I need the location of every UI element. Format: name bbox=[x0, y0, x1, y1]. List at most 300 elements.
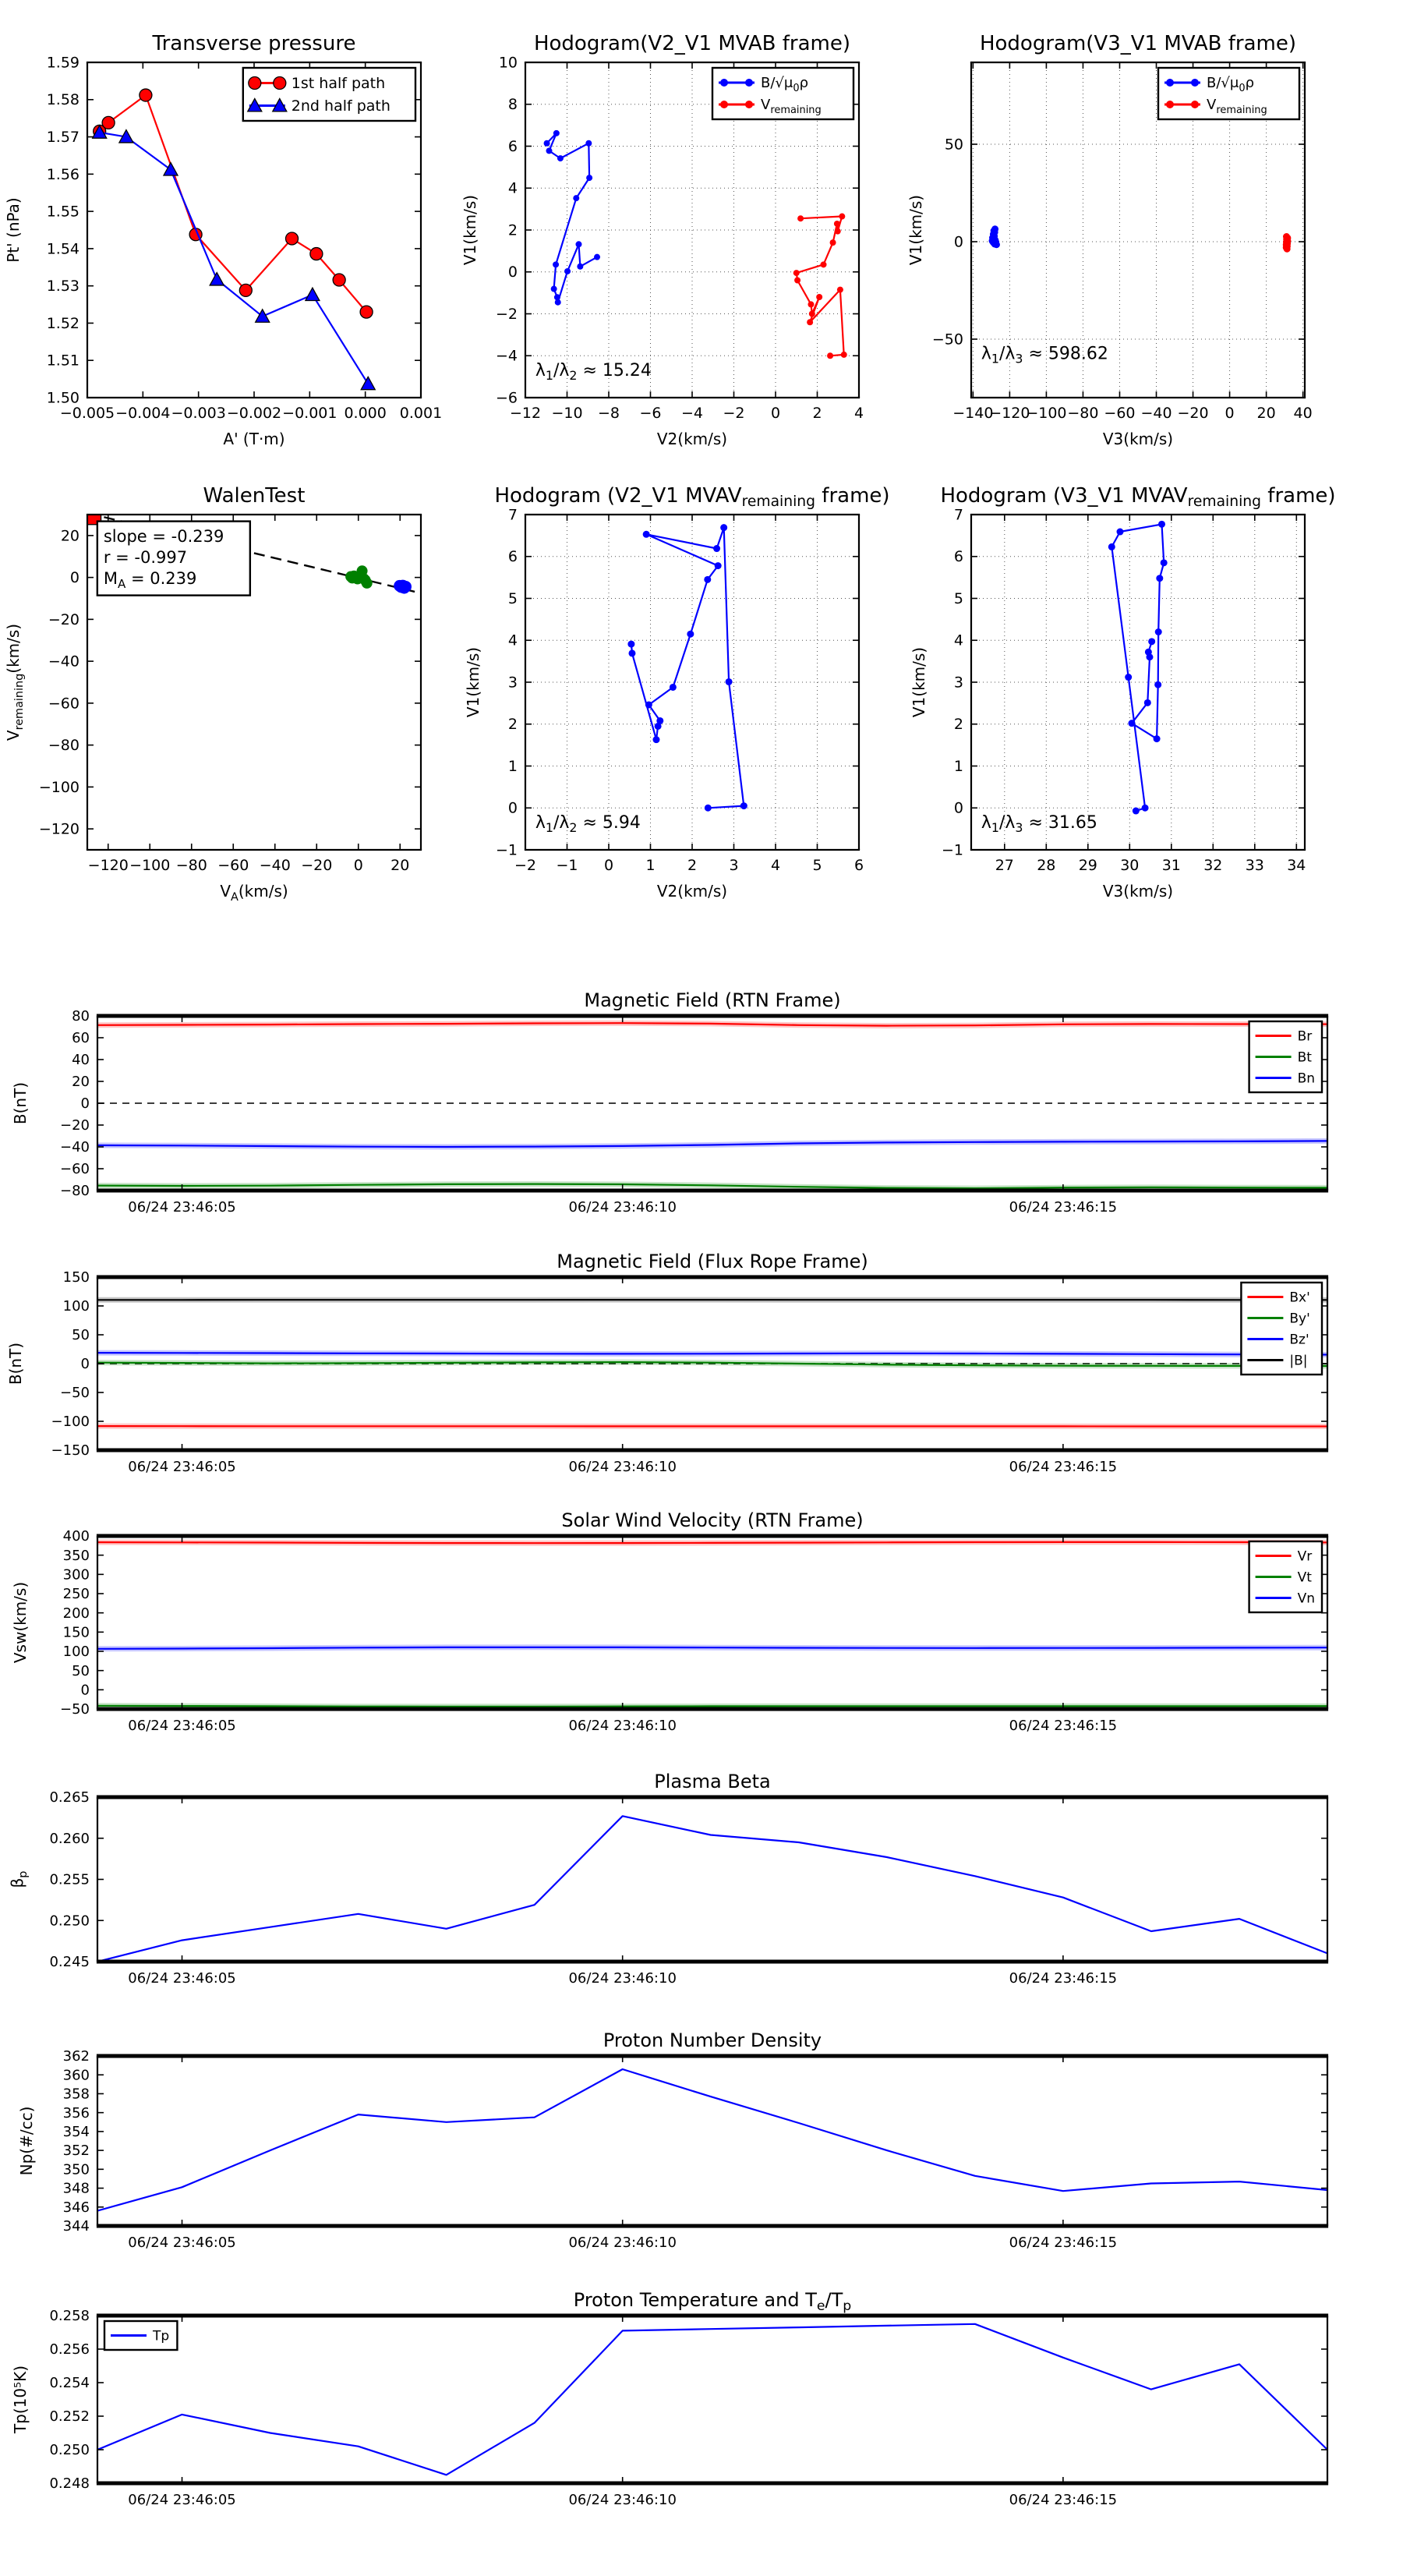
tick-label-y: 5 bbox=[954, 590, 963, 607]
tick-label-y: 0.254 bbox=[49, 2375, 90, 2391]
y-axis-label: Tp(10⁵K) bbox=[11, 2365, 30, 2434]
marker-dot bbox=[807, 319, 813, 325]
tick-label-y: −80 bbox=[48, 737, 80, 754]
tick-label-y: −100 bbox=[51, 1414, 90, 1430]
panel-title: Proton Temperature and $T_e/T_p$ bbox=[574, 2289, 851, 2314]
marker-dot bbox=[1166, 79, 1174, 87]
tick-label-x: −0.001 bbox=[282, 405, 337, 422]
marker-dot bbox=[816, 294, 822, 300]
tick-label-x: 2 bbox=[687, 857, 697, 874]
tick-label-x: 32 bbox=[1203, 857, 1222, 874]
series-group bbox=[1108, 521, 1168, 815]
marker-dot bbox=[655, 723, 662, 730]
tick-label-y: 1.56 bbox=[47, 166, 80, 183]
tick-label-y: 0 bbox=[81, 1682, 90, 1698]
marker-dot bbox=[705, 805, 712, 812]
tick-label-y: −60 bbox=[48, 695, 80, 712]
y-axis-label: Np(#/cc) bbox=[17, 2107, 36, 2176]
marker-dot bbox=[577, 264, 583, 270]
panel-title: Proton Number Density bbox=[603, 2029, 822, 2051]
annotation: $\lambda_1/\lambda_3 \approx 598.62$ bbox=[981, 345, 1108, 366]
marker-dot bbox=[827, 352, 833, 359]
tick-label-y: 6 bbox=[954, 548, 963, 565]
tick-label-x: −20 bbox=[301, 857, 332, 874]
marker-dot bbox=[687, 631, 694, 638]
tick-label-x: 06/24 23:46:10 bbox=[568, 1718, 676, 1734]
tick-label-y: −150 bbox=[51, 1442, 90, 1459]
tick-label-x: 06/24 23:46:15 bbox=[1009, 2492, 1117, 2508]
marker-dot bbox=[835, 228, 841, 235]
tick-label-x: −60 bbox=[1104, 405, 1135, 422]
tick-label-y: −80 bbox=[60, 1183, 90, 1199]
marker-dot bbox=[1284, 246, 1291, 253]
marker-dot bbox=[670, 684, 677, 691]
tick-label-y: 60 bbox=[72, 1030, 90, 1046]
marker-dot bbox=[713, 545, 720, 552]
marker-dot bbox=[1154, 735, 1161, 742]
marker-dot bbox=[551, 286, 557, 292]
series-group bbox=[93, 89, 376, 390]
marker-dot bbox=[1142, 805, 1149, 812]
tick-label-y: 150 bbox=[63, 1624, 90, 1640]
stats-line: $M_A = 0.239$ bbox=[104, 569, 197, 591]
panel-hodogram-v3v1-mvab bbox=[906, 32, 1313, 448]
marker-dot bbox=[837, 287, 843, 293]
tick-label-x: 0.000 bbox=[344, 405, 386, 422]
x-axis-label: $V_A(km/s)$ bbox=[220, 882, 288, 904]
tick-label-y: 358 bbox=[63, 2086, 90, 2103]
annotation: $\lambda_1/\lambda_3 \approx 31.65$ bbox=[981, 813, 1097, 835]
tick-label-x: −20 bbox=[1177, 405, 1208, 422]
tick-label-x: −10 bbox=[551, 405, 582, 422]
marker-dot bbox=[553, 261, 559, 267]
panel-solar-wind-velocity bbox=[11, 1509, 1328, 1734]
tick-label-y: 350 bbox=[63, 1548, 90, 1564]
panel-title: Transverse pressure bbox=[152, 32, 356, 55]
tick-label-y: 100 bbox=[63, 1644, 90, 1660]
legend-label: Vn bbox=[1298, 1591, 1315, 1606]
marker-dot bbox=[573, 195, 579, 201]
tick-label-x: 06/24 23:46:15 bbox=[1009, 1718, 1117, 1734]
tick-label-y: 6 bbox=[508, 138, 518, 155]
marker-circle bbox=[360, 306, 373, 318]
tick-label-x: −0.003 bbox=[171, 405, 226, 422]
panel-proton-temperature bbox=[11, 2289, 1328, 2508]
tick-label-x: 0 bbox=[1225, 405, 1235, 422]
marker-triangle bbox=[210, 273, 224, 285]
marker-dot bbox=[645, 702, 652, 709]
marker-dot bbox=[1108, 543, 1115, 550]
tick-label-y: 1.53 bbox=[47, 278, 80, 295]
tick-label-x: 6 bbox=[854, 857, 864, 874]
tick-label-x: −1 bbox=[556, 857, 578, 874]
tick-label-x: 29 bbox=[1079, 857, 1097, 874]
x-axis-label: V3(km/s) bbox=[1103, 430, 1173, 448]
marker-dot bbox=[1144, 699, 1151, 706]
y-axis-label: $\beta_p$ bbox=[8, 1871, 30, 1888]
marker-dot bbox=[745, 101, 753, 108]
panel-title: Hodogram (V2_V1 MVAVremaining frame) bbox=[494, 484, 889, 510]
tick-label-x: 06/24 23:46:05 bbox=[128, 2492, 235, 2508]
marker-dot bbox=[1125, 674, 1132, 681]
y-axis-label: $V_{remaining}(km/s)$ bbox=[4, 624, 26, 741]
marker-dot bbox=[720, 101, 728, 108]
tick-label-x: 3 bbox=[729, 857, 738, 874]
marker-dot bbox=[1146, 653, 1153, 660]
series-line-B/√μ0ρ bbox=[547, 133, 597, 303]
tick-label-x: −2 bbox=[514, 857, 536, 874]
tick-label-y: 200 bbox=[63, 1605, 90, 1622]
marker-triangle bbox=[361, 377, 375, 389]
panel-hodogram-v2v1-mvab bbox=[461, 32, 864, 448]
marker-dot bbox=[797, 215, 804, 221]
legend-label: Bn bbox=[1298, 1070, 1315, 1086]
series-line-Tp bbox=[97, 2324, 1327, 2475]
tick-label-y: 4 bbox=[508, 180, 518, 197]
tick-label-x: 06/24 23:46:10 bbox=[568, 2235, 676, 2251]
tick-label-y: −40 bbox=[60, 1139, 90, 1155]
tick-label-x: 06/24 23:46:10 bbox=[568, 1199, 676, 1215]
panel-proton-number-density bbox=[17, 2029, 1328, 2251]
tick-label-y: 0.265 bbox=[49, 1789, 90, 1806]
tick-label-x: 06/24 23:46:15 bbox=[1009, 1199, 1117, 1215]
marker-dot bbox=[821, 261, 827, 267]
legend-label: $V_{remaining}$ bbox=[1207, 97, 1267, 116]
tick-label-y: 3 bbox=[508, 674, 518, 691]
legend-label: Br bbox=[1298, 1028, 1313, 1044]
tick-label-x: 1 bbox=[645, 857, 655, 874]
tick-label-y: −4 bbox=[496, 348, 518, 365]
marker-circle bbox=[354, 571, 365, 582]
legend-label: Tp bbox=[152, 2328, 169, 2344]
marker-dot bbox=[557, 155, 564, 161]
tick-label-x: 06/24 23:46:15 bbox=[1009, 2235, 1117, 2251]
tick-label-x: −80 bbox=[1067, 405, 1098, 422]
marker-circle bbox=[333, 274, 345, 286]
tick-label-x: 06/24 23:46:05 bbox=[128, 2235, 235, 2251]
marker-dot bbox=[555, 299, 561, 306]
tick-label-y: 50 bbox=[72, 1327, 90, 1343]
marker-dot bbox=[575, 241, 581, 247]
tick-label-x: −120 bbox=[989, 405, 1030, 422]
marker-dot bbox=[594, 254, 600, 260]
panel-title: Solar Wind Velocity (RTN Frame) bbox=[561, 1509, 863, 1531]
tick-label-y: 100 bbox=[63, 1298, 90, 1315]
x-axis-label: V2(km/s) bbox=[657, 430, 727, 448]
marker-circle bbox=[398, 580, 410, 592]
marker-dot bbox=[715, 562, 722, 569]
tick-label-y: 2 bbox=[508, 716, 518, 733]
tick-label-y: −50 bbox=[60, 1385, 90, 1401]
marker-dot bbox=[993, 241, 1000, 248]
tick-label-y: 356 bbox=[63, 2105, 90, 2121]
marker-circle bbox=[239, 284, 252, 296]
series-group bbox=[97, 2069, 1327, 2211]
marker-dot bbox=[1154, 681, 1161, 688]
tick-label-y: 8 bbox=[508, 96, 518, 113]
tick-label-y: 0.260 bbox=[49, 1831, 90, 1847]
tick-label-y: 0.258 bbox=[49, 2308, 90, 2324]
marker-dot bbox=[585, 140, 592, 147]
marker-dot bbox=[704, 576, 711, 583]
marker-dot bbox=[1191, 79, 1199, 87]
marker-dot bbox=[643, 531, 650, 538]
tick-label-x: 06/24 23:46:05 bbox=[128, 1459, 235, 1475]
series-group bbox=[544, 130, 847, 359]
tick-label-y: 80 bbox=[72, 1008, 90, 1024]
tick-label-y: 348 bbox=[63, 2181, 90, 2197]
marker-circle bbox=[310, 248, 323, 260]
tick-label-y: 360 bbox=[63, 2067, 90, 2083]
panel-magnetic-field-rtn bbox=[11, 989, 1328, 1215]
marker-dot bbox=[1161, 559, 1168, 566]
tick-label-x: 31 bbox=[1162, 857, 1181, 874]
tick-label-x: 4 bbox=[771, 857, 780, 874]
tick-label-x: −0.005 bbox=[60, 405, 115, 422]
series-line-Vremaining bbox=[797, 217, 844, 356]
tick-label-y: 50 bbox=[945, 136, 963, 153]
tick-label-y: 1.59 bbox=[47, 54, 80, 71]
marker-dot bbox=[544, 140, 550, 147]
tick-label-y: 20 bbox=[72, 1074, 90, 1090]
marker-dot bbox=[553, 130, 560, 136]
y-axis-label: V1(km/s) bbox=[910, 647, 928, 717]
tick-label-y: 5 bbox=[508, 590, 518, 607]
tick-label-y: −100 bbox=[39, 779, 80, 796]
panel-transverse-pressure bbox=[4, 32, 442, 448]
marker-circle bbox=[286, 232, 299, 245]
marker-dot bbox=[834, 221, 840, 227]
marker-dot bbox=[793, 270, 800, 276]
annotation: $\lambda_1/\lambda_2 \approx 5.94$ bbox=[535, 813, 641, 835]
legend-label: By' bbox=[1289, 1311, 1309, 1326]
tick-label-x: 4 bbox=[854, 405, 864, 422]
tick-label-x: −140 bbox=[952, 405, 993, 422]
marker-dot bbox=[720, 524, 727, 531]
marker-dot bbox=[628, 649, 635, 656]
marker-dot bbox=[841, 352, 847, 358]
tick-label-y: 0.255 bbox=[49, 1872, 90, 1888]
tick-label-y: 362 bbox=[63, 2048, 90, 2065]
tick-label-y: −20 bbox=[60, 1117, 90, 1134]
legend-label: Vr bbox=[1298, 1548, 1313, 1564]
tick-label-y: 7 bbox=[954, 506, 963, 523]
series-line-V bbox=[1111, 524, 1164, 811]
tick-label-y: 0.256 bbox=[49, 2341, 90, 2358]
legend-label: 1st half path bbox=[292, 75, 385, 92]
tick-label-y: 352 bbox=[63, 2143, 90, 2159]
marker-dot bbox=[1128, 720, 1135, 727]
series-line-2nd half path bbox=[100, 133, 369, 384]
series-group bbox=[97, 2324, 1327, 2475]
tick-label-x: 20 bbox=[1257, 405, 1276, 422]
tick-label-y: −2 bbox=[496, 306, 518, 323]
tick-label-y: 0 bbox=[81, 1356, 90, 1372]
tick-label-x: 06/24 23:46:15 bbox=[1009, 1459, 1117, 1475]
series-line-Vt bbox=[97, 1706, 1327, 1707]
marker-dot bbox=[1116, 529, 1123, 536]
marker-dot bbox=[1155, 628, 1162, 635]
marker-dot bbox=[627, 641, 634, 648]
stats-line: slope = -0.239 bbox=[104, 527, 224, 546]
marker-dot bbox=[652, 736, 659, 743]
tick-label-y: 1.52 bbox=[47, 315, 80, 332]
marker-dot bbox=[546, 147, 552, 154]
y-axis-label: B(nT) bbox=[11, 1082, 30, 1124]
tick-label-x: 06/24 23:46:05 bbox=[128, 1718, 235, 1734]
tick-label-y: 0.248 bbox=[49, 2475, 90, 2492]
tick-label-y: 354 bbox=[63, 2124, 90, 2140]
series-line-Np bbox=[97, 2069, 1327, 2211]
tick-label-y: 1.51 bbox=[47, 352, 80, 370]
tick-label-x: 30 bbox=[1120, 857, 1139, 874]
tick-label-y: 0.250 bbox=[49, 1913, 90, 1929]
tick-label-y: 40 bbox=[72, 1052, 90, 1068]
panel-hodogram-v3v1-mvav bbox=[910, 484, 1336, 901]
marker-dot bbox=[830, 239, 836, 246]
tick-label-y: 1.57 bbox=[47, 129, 80, 146]
tick-label-x: −12 bbox=[510, 405, 541, 422]
tick-label-x: −8 bbox=[598, 405, 620, 422]
tick-label-y: 3 bbox=[954, 674, 963, 691]
tick-label-y: −1 bbox=[496, 841, 518, 858]
marker-circle bbox=[274, 77, 286, 90]
tick-label-y: 400 bbox=[63, 1528, 90, 1545]
marker-dot bbox=[564, 268, 571, 274]
tick-label-y: 2 bbox=[954, 716, 963, 733]
tick-label-y: 0 bbox=[954, 800, 963, 817]
legend-label: Bz' bbox=[1289, 1332, 1309, 1347]
series-group bbox=[97, 1300, 1327, 1426]
tick-label-y: 0 bbox=[81, 1095, 90, 1112]
tick-label-y: −40 bbox=[48, 653, 80, 671]
panel-title: Magnetic Field (RTN Frame) bbox=[584, 989, 840, 1011]
panel-title: Magnetic Field (Flux Rope Frame) bbox=[557, 1251, 868, 1272]
tick-label-y: 346 bbox=[63, 2199, 90, 2216]
tick-label-x: 06/24 23:46:10 bbox=[568, 2492, 676, 2508]
tick-label-y: 0 bbox=[70, 569, 80, 586]
tick-label-x: −100 bbox=[1026, 405, 1066, 422]
tick-label-y: −1 bbox=[942, 841, 963, 858]
tick-label-y: 4 bbox=[508, 632, 518, 649]
tick-label-y: 1.55 bbox=[47, 203, 80, 221]
tick-label-y: 1 bbox=[954, 758, 963, 775]
marker-circle bbox=[249, 77, 261, 90]
legend-label: $B/√\mu_0\rho$ bbox=[761, 75, 808, 94]
marker-dot bbox=[740, 802, 747, 809]
tick-label-y: 4 bbox=[954, 632, 963, 649]
tick-label-x: 06/24 23:46:05 bbox=[128, 1970, 235, 1987]
tick-label-x: −120 bbox=[88, 857, 129, 874]
y-axis-label: Vsw(km/s) bbox=[11, 1582, 30, 1663]
panel-title: WalenTest bbox=[203, 484, 306, 508]
tick-label-y: 1.50 bbox=[47, 389, 80, 406]
tick-label-y: 0.252 bbox=[49, 2408, 90, 2425]
x-axis-label: A' (T·m) bbox=[223, 430, 284, 448]
tick-label-x: −0.004 bbox=[115, 405, 170, 422]
series-line-beta_p bbox=[97, 1816, 1327, 1962]
legend-label: Bx' bbox=[1289, 1290, 1309, 1305]
tick-label-y: 0.245 bbox=[49, 1954, 90, 1970]
tick-label-y: −50 bbox=[932, 331, 963, 348]
legend-label: |B| bbox=[1289, 1353, 1307, 1368]
tick-label-y: 1.54 bbox=[47, 240, 80, 257]
tick-label-x: 20 bbox=[391, 857, 409, 874]
panel-title: Hodogram(V2_V1 MVAB frame) bbox=[534, 32, 850, 55]
tick-label-x: 06/24 23:46:05 bbox=[128, 1199, 235, 1215]
tick-label-y: 350 bbox=[63, 2161, 90, 2178]
marker-dot bbox=[1191, 101, 1199, 108]
tick-label-y: 20 bbox=[61, 527, 80, 544]
tick-label-x: 28 bbox=[1037, 857, 1055, 874]
panel-plasma-beta bbox=[8, 1771, 1328, 1987]
panel-walen-test bbox=[4, 484, 422, 904]
marker-triangle bbox=[164, 163, 178, 175]
tick-label-y: −60 bbox=[60, 1161, 90, 1177]
tick-label-y: 50 bbox=[72, 1663, 90, 1679]
tick-label-y: 7 bbox=[508, 506, 518, 523]
marker-dot bbox=[586, 175, 592, 181]
series-group bbox=[97, 1816, 1327, 1962]
y-axis-label: B(nT) bbox=[6, 1343, 25, 1385]
legend-label: 2nd half path bbox=[292, 97, 391, 115]
marker-circle bbox=[102, 116, 115, 129]
tick-label-y: 1 bbox=[508, 758, 518, 775]
tick-label-y: 250 bbox=[63, 1586, 90, 1602]
tick-label-x: 0 bbox=[604, 857, 613, 874]
y-axis-label: Pt' (nPa) bbox=[4, 197, 23, 262]
panel-magnetic-field-fluxrope bbox=[6, 1251, 1328, 1475]
tick-label-x: −100 bbox=[129, 857, 170, 874]
legend-label: $B/√\mu_0\rho$ bbox=[1207, 75, 1254, 94]
legend-label: Vt bbox=[1298, 1569, 1313, 1585]
tick-label-x: 06/24 23:46:10 bbox=[568, 1459, 676, 1475]
tick-label-x: 34 bbox=[1287, 857, 1306, 874]
tick-label-x: −6 bbox=[639, 405, 661, 422]
series-line-1st half path bbox=[100, 95, 366, 312]
tick-label-y: 6 bbox=[508, 548, 518, 565]
tick-label-y: −50 bbox=[60, 1701, 90, 1718]
tick-label-x: −2 bbox=[723, 405, 744, 422]
marker-dot bbox=[726, 678, 733, 685]
marker-dot bbox=[720, 79, 728, 87]
y-axis-label: V1(km/s) bbox=[906, 195, 925, 265]
x-axis-label: V3(km/s) bbox=[1103, 882, 1173, 901]
stats-line: r = -0.997 bbox=[104, 548, 187, 567]
tick-label-y: 0 bbox=[508, 800, 518, 817]
tick-label-x: −40 bbox=[260, 857, 291, 874]
tick-label-x: 27 bbox=[995, 857, 1014, 874]
tick-label-x: 0.001 bbox=[400, 405, 442, 422]
marker-dot bbox=[745, 79, 753, 87]
series-group bbox=[627, 524, 747, 812]
tick-label-y: 300 bbox=[63, 1566, 90, 1583]
tick-label-x: −60 bbox=[217, 857, 249, 874]
tick-label-x: 2 bbox=[812, 405, 822, 422]
tick-label-y: −6 bbox=[496, 389, 518, 406]
legend-label: $V_{remaining}$ bbox=[761, 97, 822, 116]
tick-label-y: −120 bbox=[39, 821, 80, 838]
marker-dot bbox=[1156, 575, 1163, 582]
series-group bbox=[989, 225, 1292, 253]
tick-label-x: 5 bbox=[812, 857, 822, 874]
panel-title: Hodogram(V3_V1 MVAB frame) bbox=[980, 32, 1296, 55]
marker-dot bbox=[808, 301, 814, 307]
marker-triangle bbox=[306, 288, 320, 300]
tick-label-x: −40 bbox=[1140, 405, 1172, 422]
tick-label-y: 1.58 bbox=[47, 91, 80, 108]
panel-hodogram-v2v1-mvav bbox=[464, 484, 890, 901]
